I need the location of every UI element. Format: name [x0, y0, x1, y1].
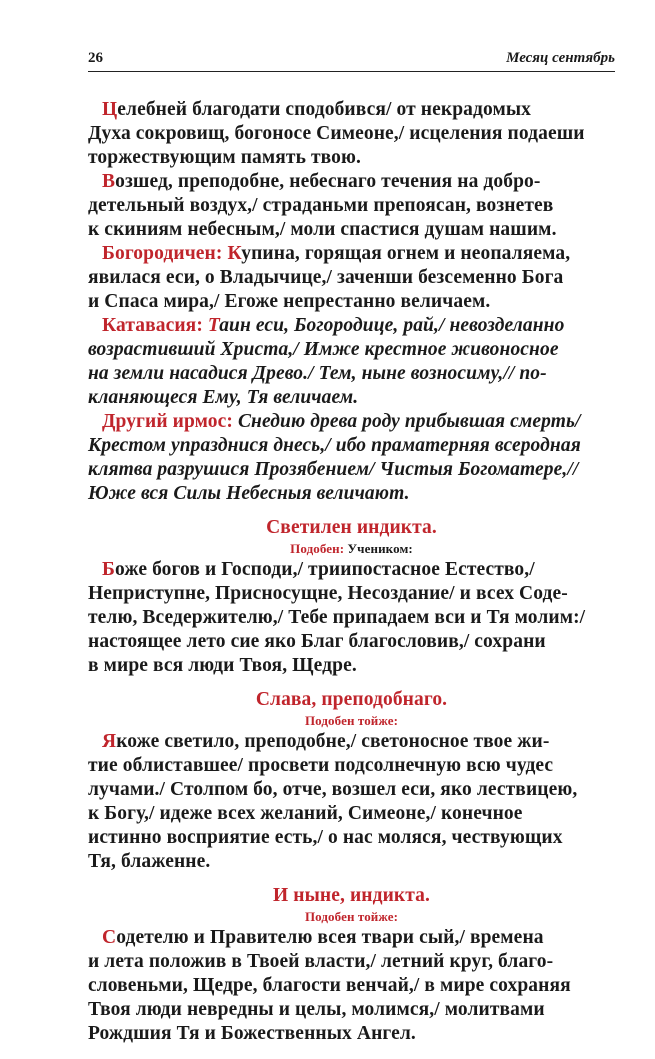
text-line: к скиниям небесным,/ моли спастися душам нашим.: [88, 219, 557, 240]
text-line: Боже богов и Господи,/ триипостасное Естество,/: [102, 559, 535, 580]
text-line: истинно восприятие есть,/ о нас моляся, чествующих: [88, 827, 563, 848]
text-line: Якоже светило, преподобне,/ светоносное твое жи-: [102, 731, 550, 752]
text-line: Тя, блаженне.: [88, 851, 211, 872]
text-line: Духа сокровищ, богоносе Симеоне,/ исцеления подаеши: [88, 123, 585, 144]
text-line: Катавасия: Таин еси, Богородице, рай,/ невозделанно: [102, 315, 565, 336]
text-line: Неприступне, Присносущне, Несоздание/ и всех Соде-: [88, 583, 568, 604]
podoben-line: Подобен: Учеником:: [290, 541, 413, 556]
other-irmos: [88, 410, 615, 506]
page-header: [88, 50, 615, 72]
text-line: настоящее лето сие яко Благ благословив,/ сохрани: [88, 631, 546, 652]
text-line: возрастивший Христа,/ Имже крестное живоносное: [88, 339, 559, 360]
initial-capital: Я: [102, 731, 117, 752]
section-heading: И ныне, индикта.: [273, 885, 430, 906]
text-line: Твоя люди невредны и целы, молимся,/ молитвами: [88, 999, 545, 1020]
initial-capital: Т: [207, 315, 220, 336]
text-line: Крестом упразднися днесь,/ ибо праматерняя всеродная: [88, 435, 581, 456]
exapostilarion-2: [88, 730, 615, 874]
rubric-label: Другий ирмос:: [102, 411, 238, 432]
text-line: Другий ирмос: Снедию древа роду прибывшая смерть/: [102, 411, 581, 432]
running-title: Месяц сентябрь: [506, 50, 615, 66]
text-line: Целебней благодати сподобився/ от некрадомых: [102, 99, 532, 120]
text-line: детельный воздух,/ страданьми препоясан, вознетев: [88, 195, 554, 216]
theotokion: [88, 242, 615, 314]
text-line: на земли насадися Древо./ Тем, ныне возносиму,// по-: [88, 363, 547, 384]
initial-capital: К: [227, 243, 242, 264]
initial-capital: В: [102, 171, 116, 192]
text-line: Богородичен: Купина, горящая огнем и неопаляема,: [102, 243, 571, 264]
text-line: телю, Вседержителю,/ Тебе припадаем вси и Тя молим:/: [88, 607, 586, 628]
podoben-line: Подобен тойже:: [304, 713, 399, 728]
initial-capital: Б: [102, 559, 115, 580]
section-heading: Слава, преподобнаго.: [255, 689, 448, 710]
exapostilarion-1: [88, 558, 615, 678]
text-line: кланяющеся Ему, Тя величаем.: [88, 387, 359, 408]
rubric-label: Катавасия:: [102, 315, 208, 336]
text-line: тие облиставшее/ просвети подсолнечную всю чудес: [88, 755, 554, 776]
podoben-line: Подобен тойже:: [304, 909, 399, 924]
troparion-2: [88, 170, 615, 242]
page-body: [88, 98, 615, 1046]
katavasia: [88, 314, 615, 410]
text-line: и Спаса мира,/ Егоже непрестанно величаем.: [88, 291, 491, 312]
text-line: в мире вся люди Твоя, Щедре.: [88, 655, 357, 676]
troparion-1: [88, 98, 615, 170]
section-heading: Светилен индикта.: [266, 517, 437, 538]
text-line: клятва разрушися Прозябением/ Чистыя Богоматере,//: [88, 459, 579, 480]
text-line: лучами./ Столпом бо, отче, возшел еси, яко лествицею,: [88, 779, 578, 800]
page-number: 26: [88, 50, 103, 66]
text-line: Возшед, преподобне, небеснаго течения на добро-: [102, 171, 541, 192]
initial-capital: Ц: [102, 99, 118, 120]
exapostilarion-3: [88, 926, 615, 1046]
text-line: к Богу,/ идеже всех желаний, Симеоне,/ конечное: [88, 803, 523, 824]
text-line: словеньми, Щедре, благости венчай,/ в мире сохраняя: [88, 975, 571, 996]
initial-capital: С: [102, 927, 117, 948]
text-line: Содетелю и Правителю всея твари сый,/ времена: [102, 927, 544, 948]
text-line: Рождшия Тя и Божественных Ангел.: [88, 1023, 416, 1044]
text-line: Юже вся Силы Небесныя величают.: [88, 483, 410, 504]
text-line: торжествующим память твою.: [88, 147, 361, 168]
rubric-label: Богородичен:: [102, 243, 228, 264]
text-line: явилася еси, о Владычице,/ заченши безсеменно Бога: [88, 267, 564, 288]
text-line: и лета положив в Твоей власти,/ летний круг, благо-: [88, 951, 554, 972]
